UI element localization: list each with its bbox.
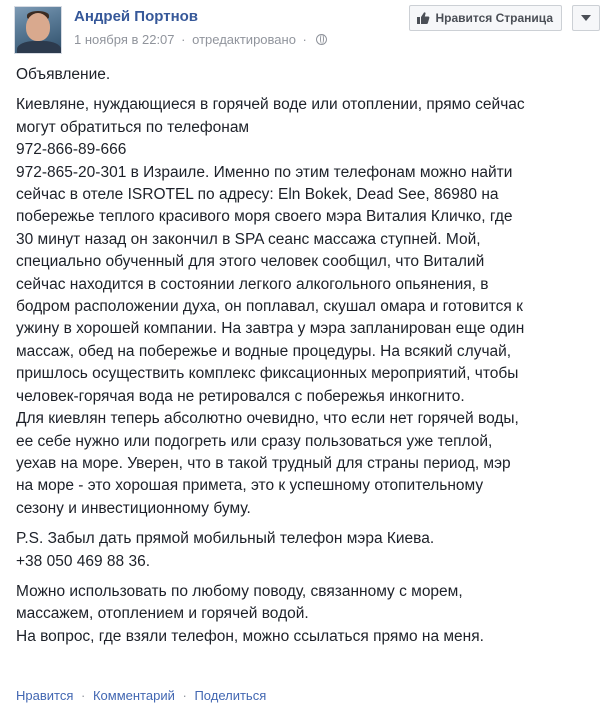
post-text-line: пришлось осуществить комплекс фиксационных мероприятий, чтобы	[16, 365, 519, 383]
avatar[interactable]	[14, 6, 62, 54]
post-text-line: бодром расположении духа, он поплавал, скушал омара и готовится к	[16, 298, 523, 316]
post-text-line: Объявление.	[16, 66, 111, 83]
like-link[interactable]: Нравится	[16, 688, 74, 703]
comment-link[interactable]: Комментарий	[92, 688, 175, 703]
avatar-shirt	[17, 41, 61, 54]
thumbs-up-icon	[416, 11, 430, 25]
post-text-line: могут обратиться по телефонам	[16, 118, 250, 136]
post-paragraph	[16, 94, 596, 520]
post-text-line: на море - это хорошая примета, это к успешному отопительному	[16, 477, 484, 495]
post-text-line: сейчас в отеле ISROTEL по адресу: Eln Bokek, Dead See, 86980 на	[16, 186, 499, 204]
edited-label[interactable]: отредактировано	[192, 32, 296, 48]
post-text-line: Для киевлян теперь абсолютно очевидно, что если нет горячей воды,	[16, 410, 519, 428]
post-text-line: 972-866-89-666	[16, 141, 127, 159]
post-header	[10, 0, 600, 56]
post-text-line: побережье теплого красивого моря своего мэра Виталия Кличко, где	[16, 208, 513, 226]
post-text-line: сейчас находится в состоянии легкого алкогольного опьянения, в	[16, 275, 489, 293]
post-text-line: человек-горячая вода не ретировался с побережья инкогнито.	[16, 387, 465, 405]
post-paragraph	[16, 528, 596, 573]
like-page-button[interactable]	[409, 5, 562, 31]
post-text-line: +38 050 469 88 36.	[16, 552, 151, 570]
author-name[interactable]: Андрей Портнов	[74, 8, 199, 25]
post-text-line: Можно использовать по любому поводу, связанному с морем,	[16, 582, 463, 600]
post-paragraph	[16, 581, 596, 648]
avatar-face	[26, 13, 50, 41]
post-timestamp[interactable]: 1 ноября в 22:07	[74, 32, 175, 48]
post-text-line: уехав на море. Уверен, что в такой трудный для страны период, мэр	[16, 454, 511, 472]
post-text-line: специально обученный для этого человек сообщил, что Виталий	[16, 253, 485, 271]
action-separator: ·	[81, 688, 86, 703]
post-meta	[74, 31, 327, 47]
post-text-line: На вопрос, где взяли телефон, можно ссылаться прямо на меня.	[16, 627, 484, 645]
meta-separator: ·	[302, 32, 307, 48]
chevron-down-icon	[581, 15, 591, 21]
post-text-line: P.S. Забыл дать прямой мобильный телефон мэра Киева.	[16, 530, 435, 548]
meta-separator: ·	[181, 32, 186, 48]
post-text-line: массажем, отоплением и горячей водой.	[16, 605, 309, 623]
post-options-button[interactable]	[572, 5, 600, 31]
post-body	[16, 64, 596, 656]
post-text-line: сезону и инвестиционному буму.	[16, 499, 251, 517]
share-link[interactable]: Поделиться	[194, 688, 267, 703]
globe-icon	[316, 34, 327, 45]
like-page-label: Нравится Страница	[435, 11, 553, 25]
post-actions	[16, 688, 266, 703]
post-text-line: 972-865-20-301 в Израиле. Именно по этим телефонам можно найти	[16, 163, 513, 181]
post-text-line: Киевляне, нуждающиеся в горячей воде или отоплении, прямо сейчас	[16, 96, 525, 114]
action-separator: ·	[182, 688, 187, 703]
post-text-line: ее себе нужно или подогреть или сразу пользоваться уже теплой,	[16, 432, 493, 450]
post-text-line: массаж, обед на побережье и водные процедуры. На всякий случай,	[16, 342, 512, 360]
post-paragraph	[16, 64, 596, 86]
post-text-line: 30 минут назад он закончил в SPA сеанс массажа ступней. Мой,	[16, 230, 481, 248]
post-text-line: ужину в хорошей компании. На завтра у мэра запланирован еще один	[16, 320, 525, 338]
